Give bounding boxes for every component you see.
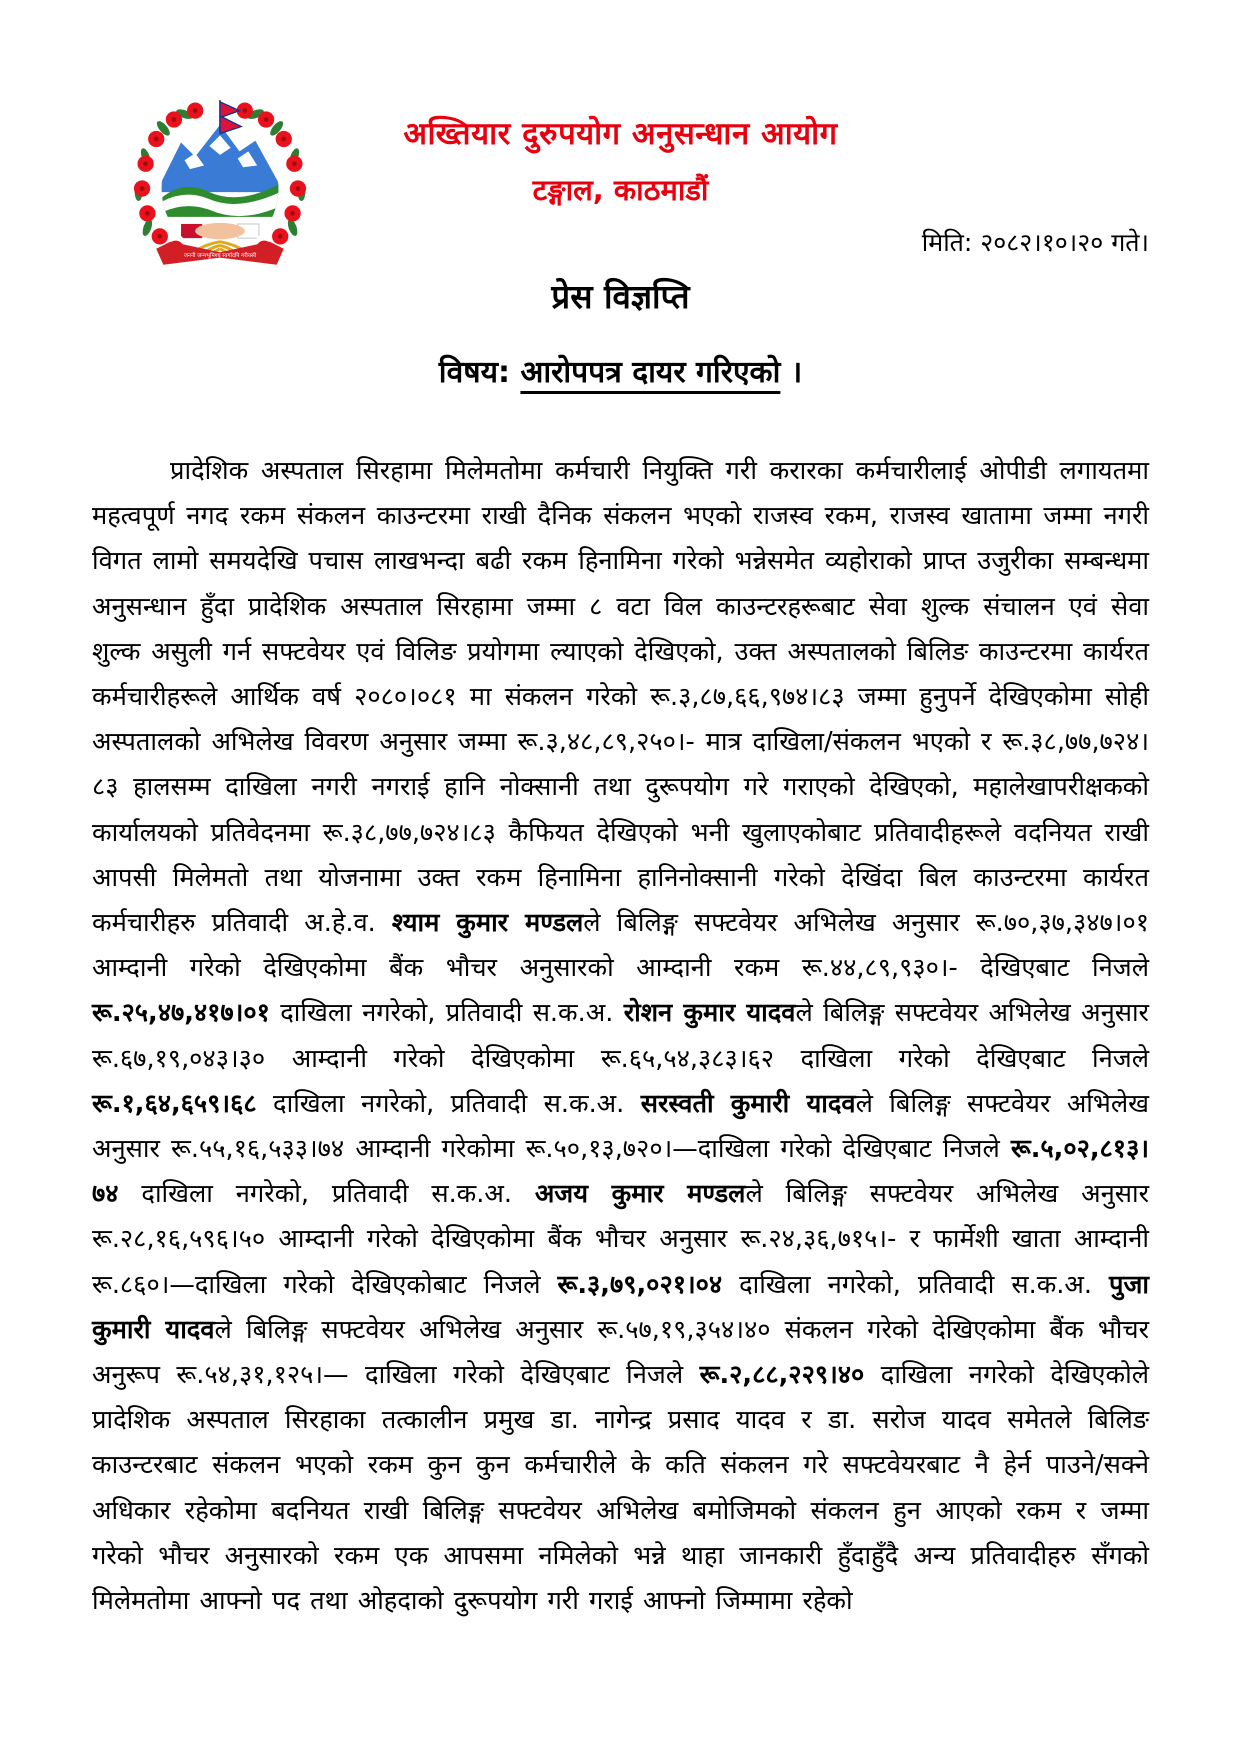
subject-line xyxy=(0,350,1241,391)
subject-text: आरोपपत्र दायर गरिएको xyxy=(520,355,781,390)
nepal-emblem-logo xyxy=(130,100,310,270)
subject-prefix: विषय: xyxy=(438,355,521,390)
org-name: अख्तियार दुरुपयोग अनुसन्धान आयोग xyxy=(403,116,838,152)
subject-danda: । xyxy=(780,355,803,390)
org-address: टङ्गाल, काठमाडौं xyxy=(532,173,709,207)
handshake-icon xyxy=(181,223,259,239)
body-paragraph: प्रादेशिक अस्पताल सिरहामा मिलेमतोमा कर्मचारी नियुक्ति गरी करारका कर्मचारीलाई ओपीडी लगायतमा महत्वपूर्ण नगद रकम संकलन काउन्टरमा राखी दैनिक संकलन भएको राजस्व रकम, राजस्व खातामा जम्मा नगरी विगत लामो समयदेखि पचास लाखभन्दा बढी रकम हिनामिना गरेको भन्नेसमेत व्यहोराको प्राप्त उजुरीका सम्बन्धमा अनुसन्धान हुँदा प्रादेशिक अस्पताल सिरहामा जम्मा ८ वटा विल काउन्टरहरूबाट सेवा शुल्क संचालन एवं सेवा शुल्क असुली गर्न सफ्टवेयर एवं विलिङ प्रयोगमा ल्याएको देखिएको, उक्त अस्पतालको बिलिङ काउन्टरमा कार्यरत कर्मचारीहरूले आर्थिक वर्ष २०८०।०८१ मा संकलन गरेको रू.३,८७,६६,९७४।८३ जम्मा हुनुपर्ने देखिएकोमा सोही अस्पतालको अभिलेख विवरण अनुसार जम्मा रू.३,४८,८९,२५०।- मात्र दाखिला/संकलन भएको र रू.३८,७७,७२४।८३ हालसम्म दाखिला नगरी नगराई हानि नोक्सानी तथा दुरूपयोग गरे गराएको देखिएको, महालेखापरीक्षकको कार्यालयको प्रतिवेदनमा रू.३८,७७,७२४।८३ कैफियत देखिएको भनी खुलाएकोबाट प्रतिवादीहरूले वदनियत राखी आपसी मिलेमतो तथा योजनामा उक्त रकम हिनामिना हानिनोक्सानी गरेको देखिंदा बिल काउन्टरमा कार्यरत कर्मचारीहरु प्रतिवादी अ.हे.व. श्याम कुमार मण्डलले बिलिङ्ग सफ्टवेयर अभिलेख अनुसार रू.७०,३७,३४७।०१ आम्दानी गरेको देखिएकोमा बैंक भौचर अनुसारको आम्दानी रकम रू.४४,८९,९३०।- देखिएबाट निजले रू.२५,४७,४१७।०१ दाखिला नगरेको, प्रतिवादी स.क.अ. रोशन कुमार यादवले बिलिङ्ग सफ्टवेयर अभिलेख अनुसार रू.६७,१९,०४३।३० आम्दानी गरेको देखिएकोमा रू.६५,५४,३८३।६२ दाखिला गरेको देखिएबाट निजले रू.१,६४,६५९।६८ दाखिला नगरेको, प्रतिवादी स.क.अ. सरस्वती कुमारी यादवले बिलिङ्ग सफ्टवेयर अभिलेख अनुसार रू.५५,१६,५३३।७४ आम्दानी गरेकोमा रू.५०,१३,७२०।—दाखिला गरेको देखिएबाट निजले रू.५,०२,८१३।७४ दाखिला नगरेको, प्रतिवादी स.क.अ. अजय कुमार मण्डलले बिलिङ्ग सफ्टवेयर अभिलेख अनुसार रू.२८,१६,५९६।५० आम्दानी गरेको देखिएकोमा बैंक भौचर अनुसार रू.२४,३६,७१५।- र फार्मेशी खाता आम्दानी रू.८६०।—दाखिला गरेको देखिएकोबाट निजले रू.३,७९,०२१।०४ दाखिला नगरेको, प्रतिवादी स.क.अ. पुजा कुमारी यादवले बिलिङ्ग सफ्टवेयर अभिलेख अनुसार रू.५७,१९,३५४।४० संकलन गरेको देखिएकोमा बैंक भौचर अनुरूप रू.५४,३१,१२५।— दाखिला गरेको देखिएबाट निजले रू.२,८८,२२९।४० दाखिला नगरेको देखिएकोले प्रादेशिक अस्पताल सिरहाका तत्कालीन प्रमुख डा. नागेन्द्र प्रसाद यादव र डा. सरोज यादव समेतले बिलिङ काउन्टरबाट संकलन भएको रकम कुन कुन कर्मचारीले के कति संकलन गरे सफ्टवेयरबाट नै हेर्न पाउने/सक्ने अधिकार रहेकोमा बदनियत राखी बिलिङ्ग सफ्टवेयर अभिलेख बमोजिमको संकलन हुन आएको रकम र जम्मा गरेको भौचर अनुसारको रकम एक आपसमा नमिलेको भन्ने थाहा जानकारी हुँदाहुँदै अन्य प्रतिवादीहरु सँगको मिलेमतोमा आफ्नो पद तथा ओहदाको दुरूपयोग गरी गराई आफ्नो जिम्मामा रहेको xyxy=(92,456,1150,1617)
date-line: मिति: २०८२।१०।२० गते। xyxy=(921,228,1149,257)
press-release-title: प्रेस विज्ञप्ति xyxy=(551,277,690,316)
motto-text: जननी जन्मभूमिश्च स्वर्गादपि गरीयसी xyxy=(183,252,257,259)
emblem-of-nepal-icon xyxy=(130,100,310,270)
